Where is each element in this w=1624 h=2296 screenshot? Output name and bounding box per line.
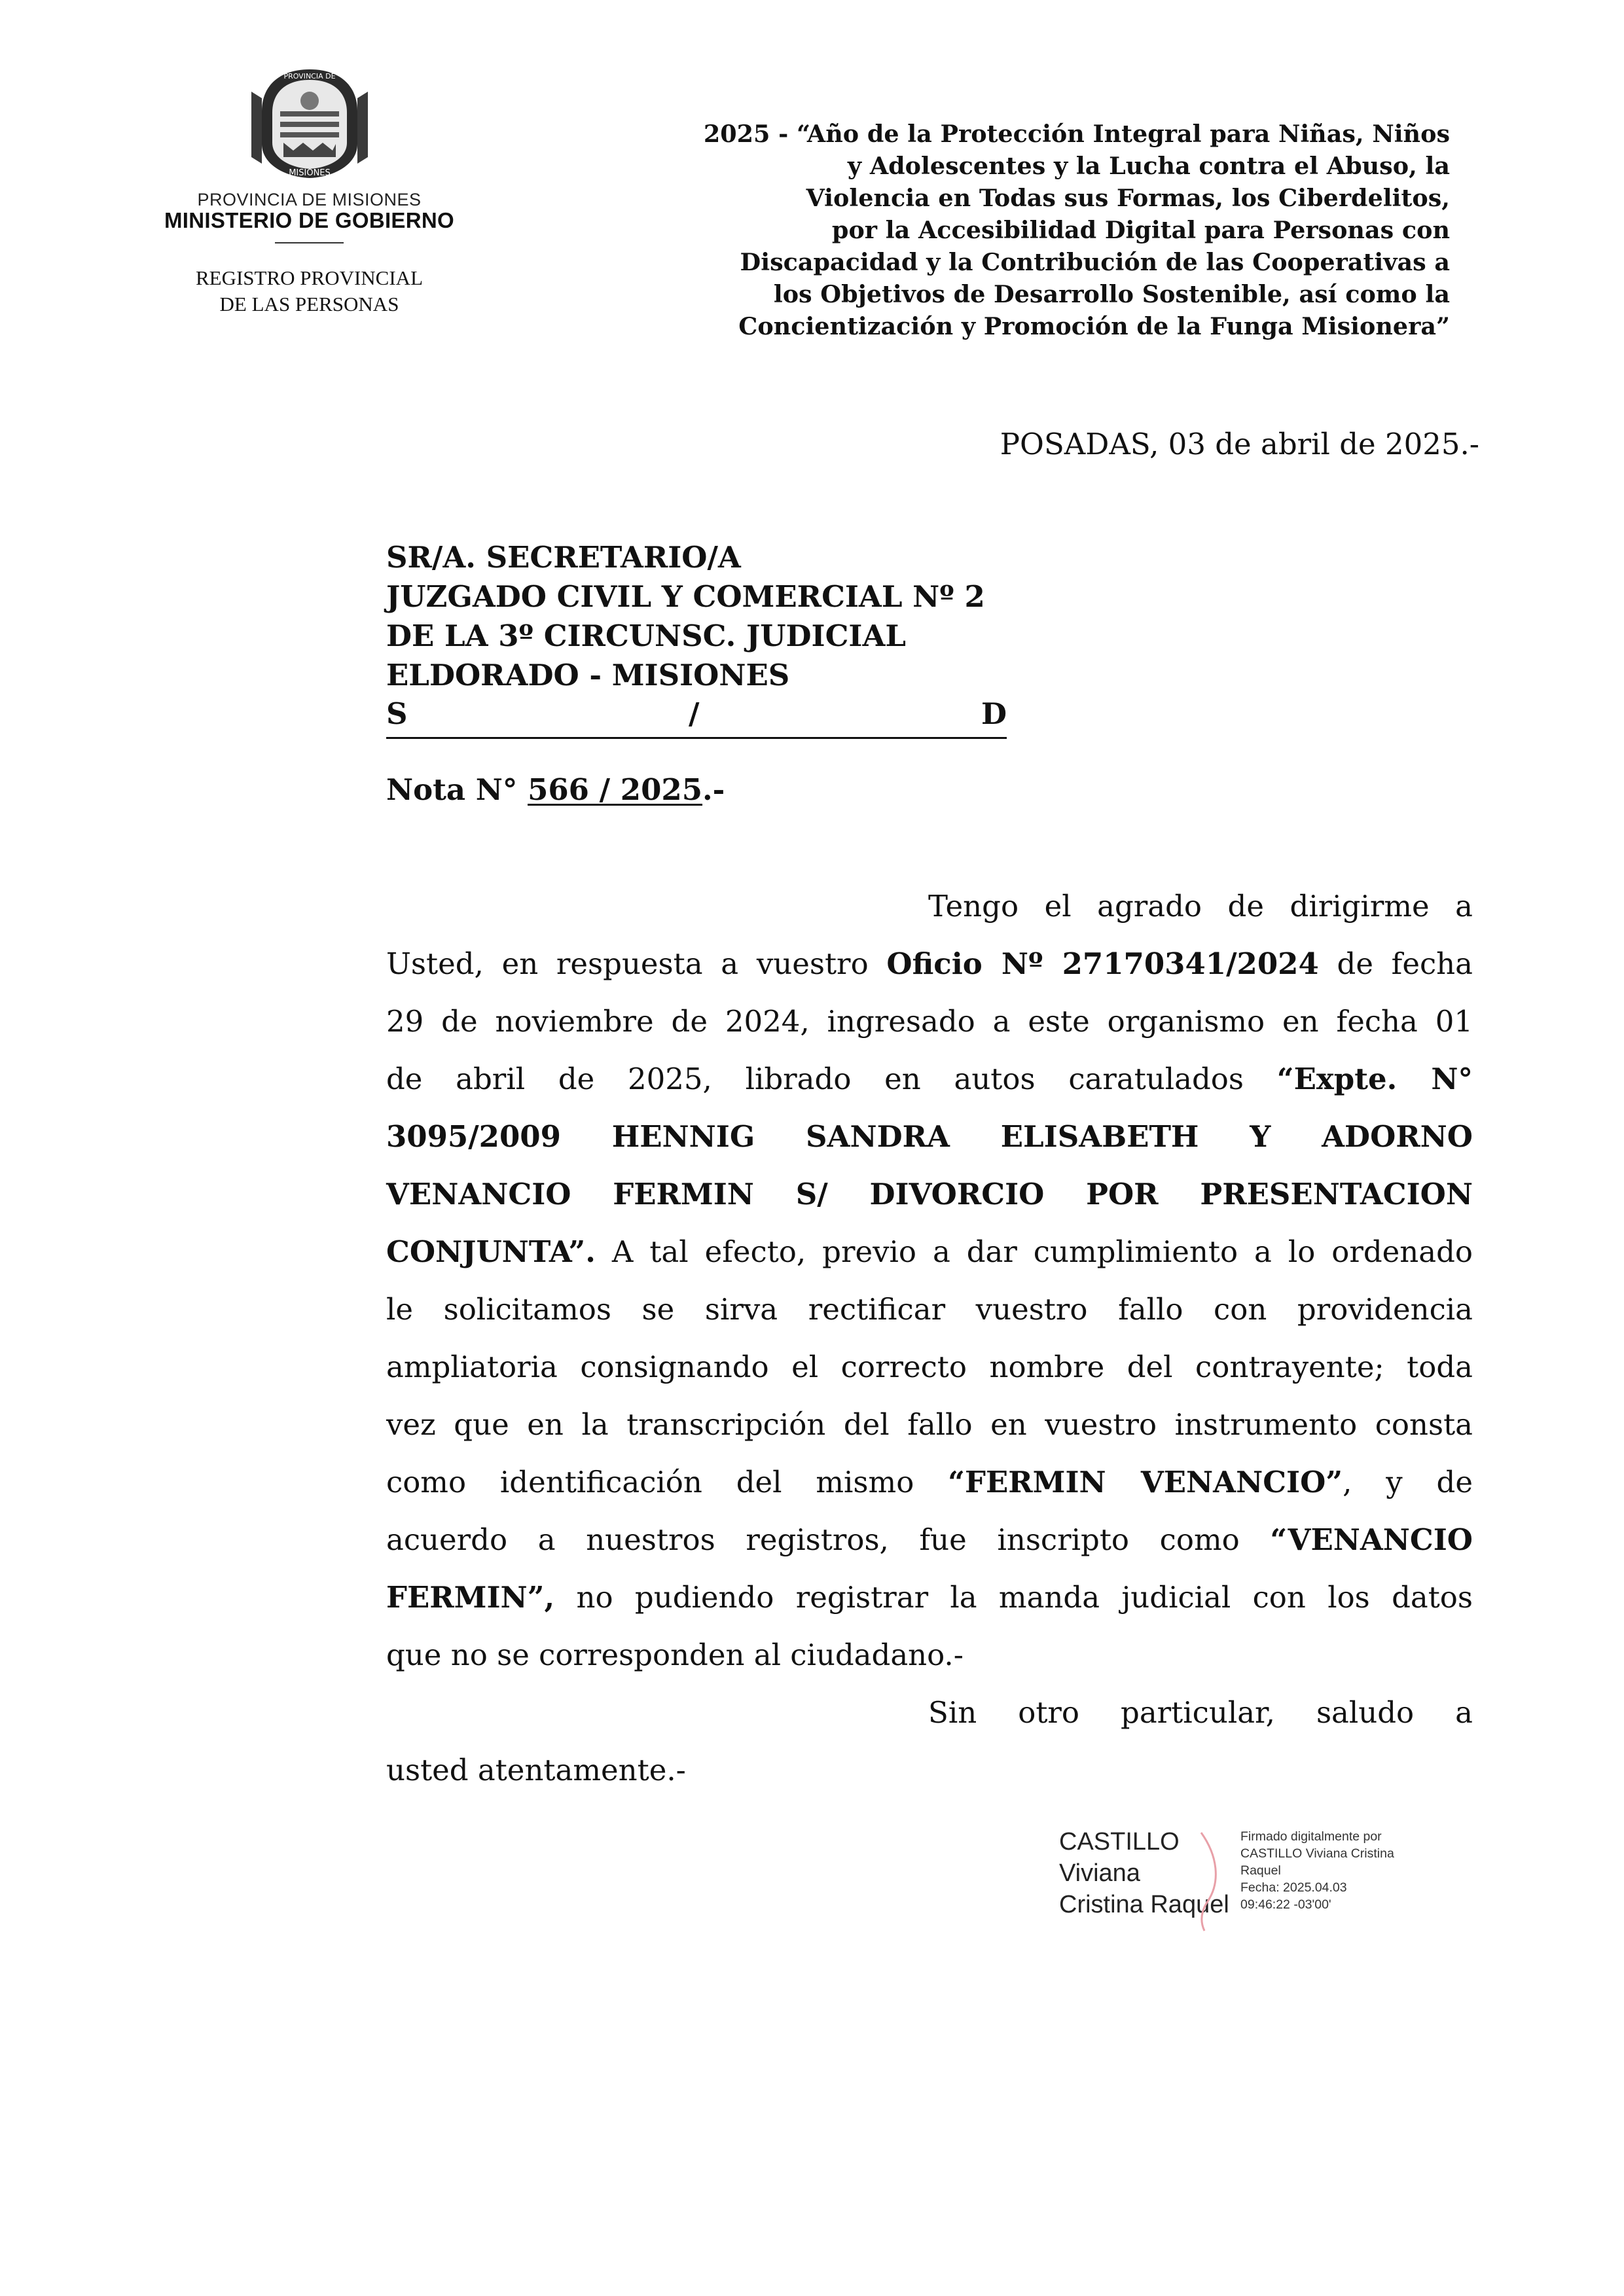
body-line [386, 1232, 1473, 1272]
province-line: PROVINCIA DE MISIONES [197, 190, 422, 209]
oficio-number: Oficio Nº 27170341/2024 [886, 946, 1319, 981]
addressee-line: SR/A. SECRETARIO/A [386, 540, 741, 575]
registry-line-1: REGISTRO PROVINCIAL [195, 266, 424, 289]
body-line: ampliatoria consignando el correcto nombre del contrayente; toda [386, 1350, 1473, 1384]
signature-info-line: Firmado digitalmente por [1240, 1829, 1382, 1844]
addressee-line: JUZGADO CIVIL Y COMERCIAL Nº 2 [386, 579, 985, 614]
body-line [386, 944, 1473, 984]
case-title-line: VENANCIO FERMIN S/ DIVORCIO POR PRESENTACION [386, 1177, 1473, 1211]
motto-line: Violencia en Todas sus Formas, los Ciberdelitos, [806, 184, 1450, 212]
note-number-value: 566 / 2025 [528, 772, 703, 807]
letter-date: POSADAS, 03 de abril de 2025.- [1000, 427, 1479, 461]
motto-line: por la Accesibilidad Digital para Personas con [831, 216, 1450, 244]
body-line: que no se corresponden al ciudadano.- [386, 1638, 964, 1672]
body-text: Usted, en respuesta a vuestro [386, 946, 887, 981]
signature-info-line: Fecha: 2025.04.03 [1240, 1880, 1347, 1895]
addressee-block [386, 538, 985, 695]
signature-info-line: Raquel [1240, 1863, 1281, 1878]
signature-stroke-icon [1188, 1829, 1227, 1934]
case-title-end: CONJUNTA”. [386, 1234, 596, 1269]
body-text: de fecha [1318, 946, 1473, 981]
body-line [386, 1060, 1473, 1099]
signer-name-line: CASTILLO [1059, 1828, 1180, 1856]
su-despacho-line [386, 696, 1007, 739]
closing-line: Sin otro particular, saludo a [928, 1695, 1473, 1730]
addressee-line: ELDORADO - MISIONES [386, 658, 790, 692]
name-as-transcribed: “FERMIN VENANCIO” [948, 1465, 1343, 1499]
body-line: le solicitamos se sirva rectificar vuestro fallo con providencia [386, 1292, 1473, 1327]
motto-line: 2025 - “Año de la Protección Integral para Niñas, Niños [703, 120, 1450, 148]
body-line [386, 1520, 1473, 1560]
note-number [386, 772, 725, 807]
body-line [386, 1463, 1473, 1502]
body-line [386, 1578, 1473, 1617]
digital-signature-info [1240, 1828, 1394, 1913]
body-line: Tengo el agrado de dirigirme a [928, 889, 1473, 924]
crest-text-top: PROVINCIA DE [283, 72, 336, 81]
body-text: de abril de 2025, librado en autos caratulados [386, 1062, 1277, 1096]
body-text: no pudiendo registrar la manda judicial con los datos [554, 1580, 1473, 1615]
body-text: acuerdo a nuestros registros, fue inscripto como [386, 1522, 1271, 1557]
addressee-line: DE LA 3º CIRCUNSC. JUDICIAL [386, 619, 907, 653]
motto-line: y Adolescentes y la Lucha contra el Abuso, la [847, 152, 1450, 180]
closing-line: usted atentamente.- [386, 1753, 686, 1787]
signature-info-line: 09:46:22 -03'00' [1240, 1897, 1331, 1912]
signer-name-line: Cristina Raquel [1059, 1891, 1229, 1918]
body-line: vez que en la transcripción del fallo en vuestro instrumento consta [386, 1407, 1473, 1442]
signature-info-line: CASTILLO Viviana Cristina [1240, 1846, 1394, 1861]
sd-right: D [981, 696, 1007, 731]
case-reference: “Expte. N° [1276, 1062, 1473, 1096]
sd-mid: / [689, 696, 700, 731]
motto-line: Concientización y Promoción de la Funga Misionera” [738, 312, 1450, 340]
registry-name [157, 265, 461, 317]
provincial-coat-of-arms-icon [247, 65, 372, 182]
registry-line-2: DE LAS PERSONAS [219, 293, 399, 315]
sd-left: S [386, 696, 408, 731]
body-text: , y de [1343, 1465, 1473, 1499]
case-title-line: 3095/2009 HENNIG SANDRA ELISABETH Y ADORNO [386, 1119, 1473, 1154]
body-text: A tal efecto, previo a dar cumplimiento a lo ordenado [595, 1234, 1473, 1269]
note-prefix: Nota N° [386, 772, 518, 807]
signer-name-line: Viviana [1059, 1859, 1140, 1887]
header-divider [275, 242, 344, 243]
motto-line: los Objetivos de Desarrollo Sostenible, así como la [773, 280, 1450, 308]
registered-name-end: FERMIN”, [386, 1580, 555, 1615]
ministry-line: MINISTERIO DE GOBIERNO [164, 208, 454, 232]
registered-name: “VENANCIO [1270, 1522, 1473, 1557]
body-text: como identificación del mismo [386, 1465, 948, 1499]
motto-line: Discapacidad y la Contribución de las Cooperativas a [740, 248, 1450, 276]
crest-text-bottom: MISIONES [289, 168, 331, 178]
note-suffix: .- [702, 772, 725, 807]
year-motto [589, 118, 1450, 342]
body-line: 29 de noviembre de 2024, ingresado a este organismo en fecha 01 [386, 1004, 1473, 1039]
